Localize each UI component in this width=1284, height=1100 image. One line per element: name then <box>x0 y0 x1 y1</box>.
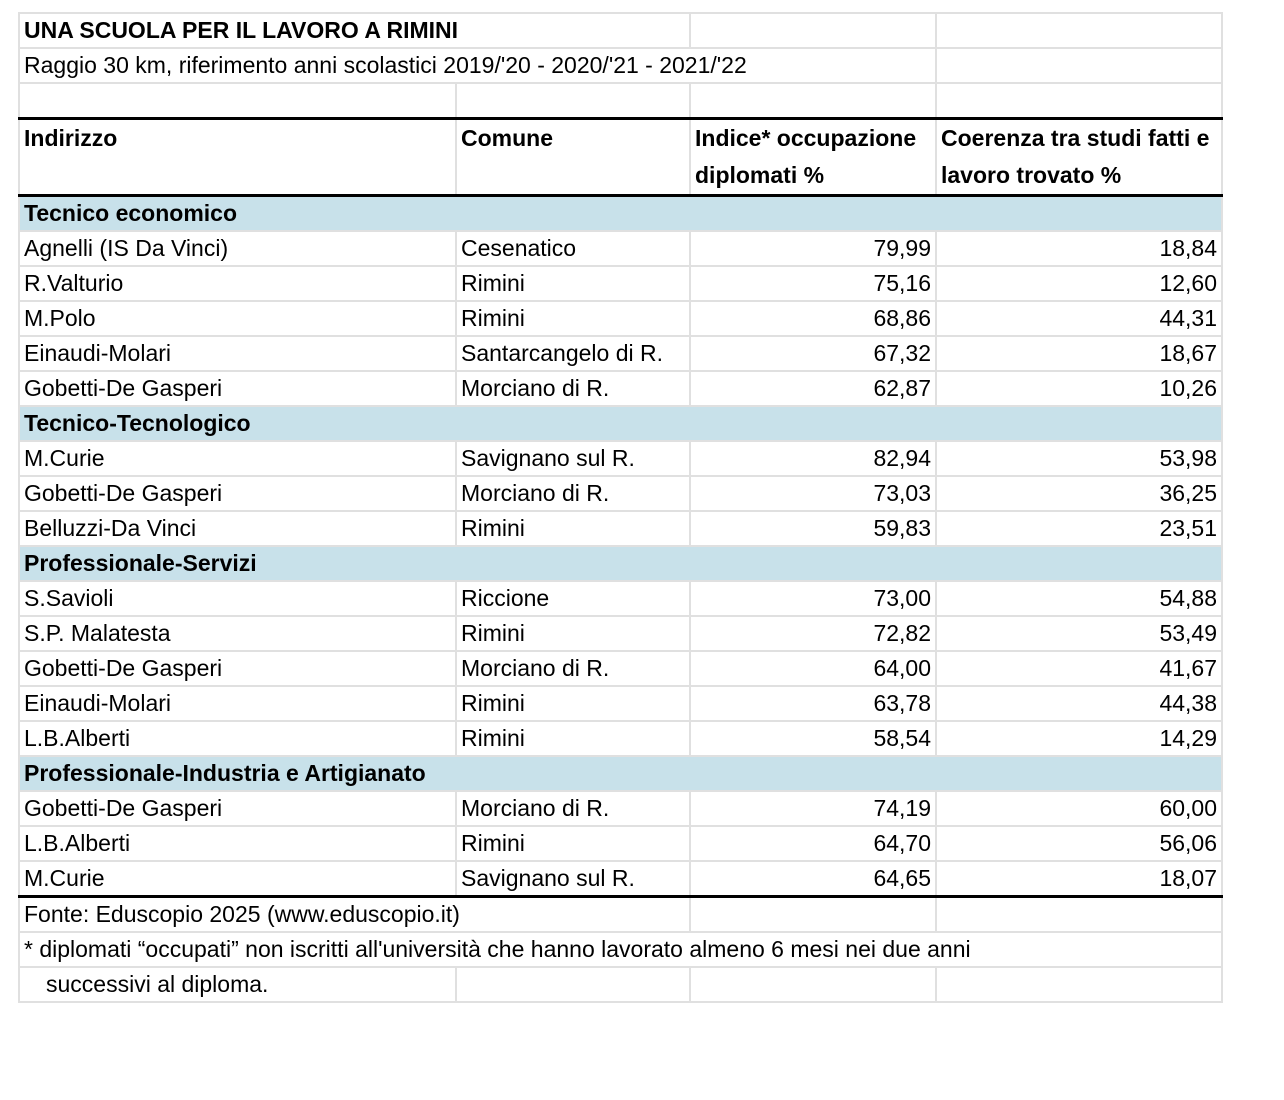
coerenza-cell: 18,07 <box>936 861 1222 897</box>
indice-occupazione-cell: 67,32 <box>690 336 936 371</box>
school-name-cell: Gobetti-De Gasperi <box>19 371 456 406</box>
comune-cell: Riccione <box>456 581 690 616</box>
comune-cell: Morciano di R. <box>456 371 690 406</box>
comune-cell: Morciano di R. <box>456 651 690 686</box>
empty-cell <box>690 967 936 1002</box>
indice-occupazione-cell: 64,00 <box>690 651 936 686</box>
school-name-cell: Gobetti-De Gasperi <box>19 791 456 826</box>
section-row <box>19 196 1222 232</box>
section-row <box>19 546 1222 581</box>
header-indirizzo: Indirizzo <box>19 119 456 196</box>
table-row <box>19 616 1222 651</box>
indice-occupazione-cell: 73,00 <box>690 581 936 616</box>
table-row <box>19 791 1222 826</box>
indice-occupazione-cell: 79,99 <box>690 231 936 266</box>
comune-cell: Rimini <box>456 826 690 861</box>
header-comune: Comune <box>456 119 690 196</box>
table-row <box>19 266 1222 301</box>
comune-cell: Rimini <box>456 686 690 721</box>
school-name-cell: Einaudi-Molari <box>19 336 456 371</box>
comune-cell: Cesenatico <box>456 231 690 266</box>
header-indice-occupazione: Indice* occupazione diplomati % <box>690 119 936 196</box>
comune-cell: Rimini <box>456 266 690 301</box>
indice-occupazione-cell: 63,78 <box>690 686 936 721</box>
table-row <box>19 441 1222 476</box>
data-table <box>18 12 1223 1003</box>
empty-cell <box>19 83 456 119</box>
indice-occupazione-cell: 74,19 <box>690 791 936 826</box>
title-row <box>19 13 1222 48</box>
comune-cell: Rimini <box>456 616 690 651</box>
school-name-cell: L.B.Alberti <box>19 826 456 861</box>
coerenza-cell: 18,67 <box>936 336 1222 371</box>
empty-cell <box>936 13 1222 48</box>
table-row <box>19 651 1222 686</box>
school-name-cell: Gobetti-De Gasperi <box>19 476 456 511</box>
table-row <box>19 231 1222 266</box>
school-name-cell: Einaudi-Molari <box>19 686 456 721</box>
coerenza-cell: 36,25 <box>936 476 1222 511</box>
sections-body <box>19 196 1222 897</box>
empty-cell <box>456 967 690 1002</box>
comune-cell: Morciano di R. <box>456 791 690 826</box>
coerenza-cell: 60,00 <box>936 791 1222 826</box>
table-row <box>19 861 1222 897</box>
subtitle-row <box>19 48 1222 83</box>
empty-cell <box>690 897 936 933</box>
coerenza-cell: 53,49 <box>936 616 1222 651</box>
coerenza-cell: 14,29 <box>936 721 1222 756</box>
footnote-row-2 <box>19 967 1222 1002</box>
coerenza-cell: 12,60 <box>936 266 1222 301</box>
indice-occupazione-cell: 64,70 <box>690 826 936 861</box>
empty-cell <box>936 48 1222 83</box>
table-row <box>19 511 1222 546</box>
section-title: Professionale-Servizi <box>19 546 1222 581</box>
indice-occupazione-cell: 82,94 <box>690 441 936 476</box>
comune-cell: Savignano sul R. <box>456 861 690 897</box>
indice-occupazione-cell: 59,83 <box>690 511 936 546</box>
table-row <box>19 721 1222 756</box>
school-name-cell: L.B.Alberti <box>19 721 456 756</box>
indice-occupazione-cell: 72,82 <box>690 616 936 651</box>
comune-cell: Santarcangelo di R. <box>456 336 690 371</box>
empty-cell <box>936 967 1222 1002</box>
table-row <box>19 301 1222 336</box>
table-title: UNA SCUOLA PER IL LAVORO A RIMINI <box>19 13 456 48</box>
indice-occupazione-cell: 75,16 <box>690 266 936 301</box>
section-title: Professionale-Industria e Artigianato <box>19 756 1222 791</box>
school-name-cell: S.Savioli <box>19 581 456 616</box>
indice-occupazione-cell: 68,86 <box>690 301 936 336</box>
footnote-row-1 <box>19 932 1222 967</box>
coerenza-cell: 53,98 <box>936 441 1222 476</box>
school-name-cell: M.Curie <box>19 861 456 897</box>
coerenza-cell: 23,51 <box>936 511 1222 546</box>
school-name-cell: Gobetti-De Gasperi <box>19 651 456 686</box>
comune-cell: Morciano di R. <box>456 476 690 511</box>
indice-occupazione-cell: 62,87 <box>690 371 936 406</box>
comune-cell: Savignano sul R. <box>456 441 690 476</box>
section-title: Tecnico-Tecnologico <box>19 406 1222 441</box>
indice-occupazione-cell: 58,54 <box>690 721 936 756</box>
coerenza-cell: 54,88 <box>936 581 1222 616</box>
empty-cell <box>936 83 1222 119</box>
coerenza-cell: 10,26 <box>936 371 1222 406</box>
indice-occupazione-cell: 73,03 <box>690 476 936 511</box>
section-row <box>19 406 1222 441</box>
table-subtitle: Raggio 30 km, riferimento anni scolastici 2019/'20 - 2020/'21 - 2021/'22 <box>19 48 936 83</box>
comune-cell: Rimini <box>456 301 690 336</box>
school-name-cell: M.Curie <box>19 441 456 476</box>
school-name-cell: Agnelli (IS Da Vinci) <box>19 231 456 266</box>
school-name-cell: M.Polo <box>19 301 456 336</box>
empty-cell <box>690 83 936 119</box>
spacer-row <box>19 83 1222 119</box>
comune-cell: Rimini <box>456 511 690 546</box>
school-name-cell: Belluzzi-Da Vinci <box>19 511 456 546</box>
header-row <box>19 119 1222 196</box>
table-row <box>19 581 1222 616</box>
empty-cell <box>456 83 690 119</box>
footnote-line-1: * diplomati “occupati” non iscritti all'università che hanno lavorato almeno 6 mesi nei due anni <box>19 932 1222 967</box>
indice-occupazione-cell: 64,65 <box>690 861 936 897</box>
table-row <box>19 336 1222 371</box>
section-row <box>19 756 1222 791</box>
coerenza-cell: 18,84 <box>936 231 1222 266</box>
coerenza-cell: 44,31 <box>936 301 1222 336</box>
source-row <box>19 897 1222 933</box>
header-coerenza: Coerenza tra studi fatti e lavoro trovato % <box>936 119 1222 196</box>
school-name-cell: R.Valturio <box>19 266 456 301</box>
table-row <box>19 476 1222 511</box>
section-title: Tecnico economico <box>19 196 1222 232</box>
empty-cell <box>456 13 690 48</box>
coerenza-cell: 41,67 <box>936 651 1222 686</box>
school-name-cell: S.P. Malatesta <box>19 616 456 651</box>
source-note: Fonte: Eduscopio 2025 (www.eduscopio.it) <box>19 897 690 933</box>
empty-cell <box>690 13 936 48</box>
empty-cell <box>936 897 1222 933</box>
coerenza-cell: 56,06 <box>936 826 1222 861</box>
table-row <box>19 826 1222 861</box>
table-row <box>19 371 1222 406</box>
comune-cell: Rimini <box>456 721 690 756</box>
table-row <box>19 686 1222 721</box>
footnote-line-2: successivi al diploma. <box>19 967 456 1002</box>
coerenza-cell: 44,38 <box>936 686 1222 721</box>
